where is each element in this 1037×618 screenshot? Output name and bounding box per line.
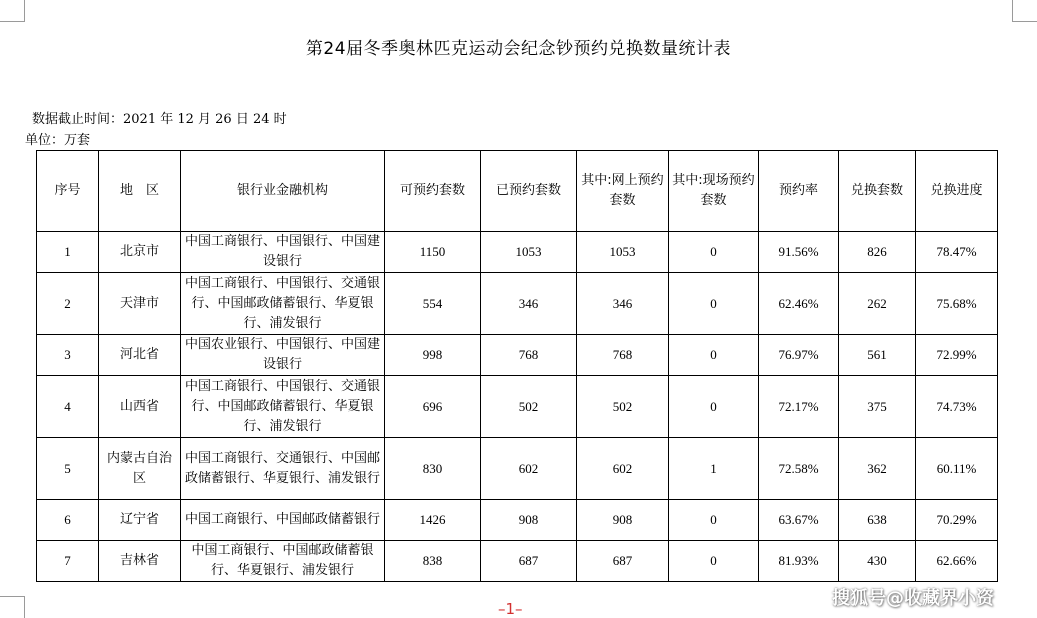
- cell-progress: 74.73%: [916, 376, 998, 438]
- cell-region: 吉林省: [99, 541, 181, 582]
- crop-mark-bottom-left: [0, 596, 25, 597]
- cell-progress: 60.11%: [916, 438, 998, 500]
- header-progress: 兑换进度: [916, 151, 998, 232]
- crop-mark-top-left: [24, 0, 25, 22]
- cell-region: 内蒙古自治区: [99, 438, 181, 500]
- cell-onsite: 0: [669, 232, 759, 273]
- cell-index: 1: [37, 232, 99, 273]
- cell-rate: 76.97%: [759, 335, 839, 376]
- table-row: [37, 232, 998, 273]
- cell-available: 1426: [385, 500, 481, 541]
- cell-exchanged: 561: [839, 335, 916, 376]
- header-available: 可预约套数: [385, 151, 481, 232]
- cell-region: 北京市: [99, 232, 181, 273]
- page-number: –1–: [498, 600, 523, 618]
- cell-bank: 中国工商银行、交通银行、中国邮政储蓄银行、华夏银行、浦发银行: [181, 438, 385, 500]
- header-region: 地 区: [99, 151, 181, 232]
- cell-progress: 75.68%: [916, 273, 998, 335]
- cell-onsite: 0: [669, 376, 759, 438]
- cell-reserved: 346: [481, 273, 577, 335]
- table-header-row: [37, 151, 998, 232]
- cell-bank: 中国工商银行、中国邮政储蓄银行、华夏银行、浦发银行: [181, 541, 385, 582]
- cell-rate: 72.58%: [759, 438, 839, 500]
- table-row: [37, 273, 998, 335]
- cell-available: 696: [385, 376, 481, 438]
- statistics-table: [36, 150, 998, 582]
- header-bank: 银行业金融机构: [181, 151, 385, 232]
- table-row: [37, 335, 998, 376]
- cell-reserved: 502: [481, 376, 577, 438]
- cell-region: 辽宁省: [99, 500, 181, 541]
- cell-available: 838: [385, 541, 481, 582]
- table-row: [37, 541, 998, 582]
- cell-exchanged: 826: [839, 232, 916, 273]
- cell-rate: 63.67%: [759, 500, 839, 541]
- cell-exchanged: 375: [839, 376, 916, 438]
- cell-online: 768: [577, 335, 669, 376]
- table-row: [37, 438, 998, 500]
- crop-mark-bottom-left: [24, 596, 25, 618]
- cell-online: 346: [577, 273, 669, 335]
- cell-index: 5: [37, 438, 99, 500]
- cell-reserved: 908: [481, 500, 577, 541]
- cell-region: 河北省: [99, 335, 181, 376]
- cell-progress: 70.29%: [916, 500, 998, 541]
- cell-index: 6: [37, 500, 99, 541]
- header-exchanged: 兑换套数: [839, 151, 916, 232]
- cell-reserved: 687: [481, 541, 577, 582]
- table-row: [37, 376, 998, 438]
- cell-available: 830: [385, 438, 481, 500]
- cell-exchanged: 638: [839, 500, 916, 541]
- cell-index: 3: [37, 335, 99, 376]
- cell-bank: 中国工商银行、中国邮政储蓄银行: [181, 500, 385, 541]
- cell-bank: 中国农业银行、中国银行、中国建设银行: [181, 335, 385, 376]
- crop-mark-top-right: [1012, 0, 1013, 22]
- header-online: 其中:网上预约套数: [577, 151, 669, 232]
- cell-rate: 81.93%: [759, 541, 839, 582]
- cell-rate: 91.56%: [759, 232, 839, 273]
- cell-onsite: 0: [669, 500, 759, 541]
- cell-onsite: 0: [669, 335, 759, 376]
- cell-bank: 中国工商银行、中国银行、交通银行、中国邮政储蓄银行、华夏银行、浦发银行: [181, 273, 385, 335]
- cell-exchanged: 362: [839, 438, 916, 500]
- cell-online: 908: [577, 500, 669, 541]
- header-onsite: 其中:现场预约套数: [669, 151, 759, 232]
- cell-online: 502: [577, 376, 669, 438]
- crop-mark-top-left: [0, 21, 25, 22]
- cell-online: 1053: [577, 232, 669, 273]
- unit-label: 单位：万套: [25, 133, 91, 148]
- cell-exchanged: 262: [839, 273, 916, 335]
- header-reserved: 已预约套数: [481, 151, 577, 232]
- header-rate: 预约率: [759, 151, 839, 232]
- cell-index: 7: [37, 541, 99, 582]
- cell-index: 2: [37, 273, 99, 335]
- cell-bank: 中国工商银行、中国银行、中国建设银行: [181, 232, 385, 273]
- cell-progress: 62.66%: [916, 541, 998, 582]
- cell-onsite: 0: [669, 541, 759, 582]
- cell-region: 天津市: [99, 273, 181, 335]
- cell-exchanged: 430: [839, 541, 916, 582]
- cell-progress: 72.99%: [916, 335, 998, 376]
- document-title: 第24届冬季奥林匹克运动会纪念钞预约兑换数量统计表: [305, 39, 732, 59]
- cell-index: 4: [37, 376, 99, 438]
- cell-region: 山西省: [99, 376, 181, 438]
- cell-rate: 62.46%: [759, 273, 839, 335]
- cell-available: 554: [385, 273, 481, 335]
- crop-mark-top-right: [1012, 21, 1037, 22]
- data-cutoff-time: 数据截止时间：2021 年 12 月 26 日 24 时: [32, 112, 287, 127]
- cell-onsite: 0: [669, 273, 759, 335]
- watermark: 搜狐号@收藏界小资: [832, 588, 994, 609]
- cell-rate: 72.17%: [759, 376, 839, 438]
- cell-online: 687: [577, 541, 669, 582]
- header-index: 序号: [37, 151, 99, 232]
- cell-bank: 中国工商银行、中国银行、交通银行、中国邮政储蓄银行、华夏银行、浦发银行: [181, 376, 385, 438]
- cell-online: 602: [577, 438, 669, 500]
- table-row: [37, 500, 998, 541]
- cell-reserved: 768: [481, 335, 577, 376]
- cell-available: 1150: [385, 232, 481, 273]
- cell-onsite: 1: [669, 438, 759, 500]
- cell-reserved: 602: [481, 438, 577, 500]
- cell-reserved: 1053: [481, 232, 577, 273]
- cell-progress: 78.47%: [916, 232, 998, 273]
- cell-available: 998: [385, 335, 481, 376]
